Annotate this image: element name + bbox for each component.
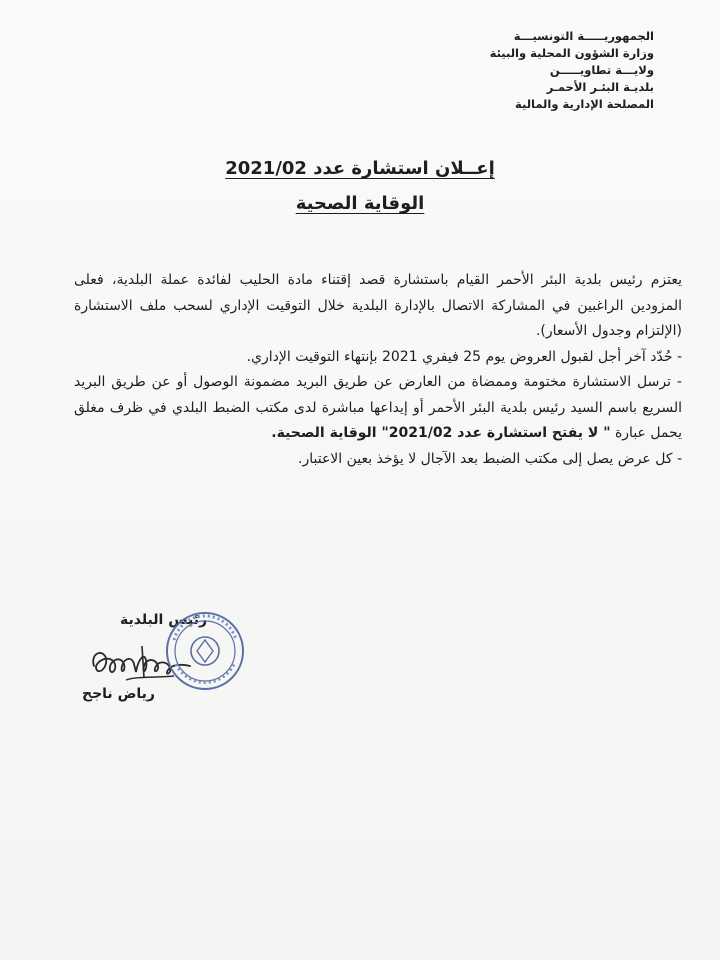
letterhead-line: بلديـة البئـر الأحمـر [546,80,654,94]
signatory-name: رياض ناجح [82,686,155,702]
official-stamp [164,610,246,692]
announcement-subtitle: الوقاية الصحية [295,193,425,214]
letterhead [414,28,654,113]
letterhead-line: المصلحة الإدارية والمالية [515,97,654,111]
body-paragraph: - كل عرض يصل إلى مكتب الضبط بعد الآجال لا يؤخذ بعين الاعتبار. [298,450,682,467]
body-paragraph: - حُدّد آخر أجل لقبول العروض يوم 25 فيفري 2021 بإنتهاء التوقيت الإداري. [246,348,682,365]
letterhead-line: الجمهوريـــــة التونسيـــة [513,29,654,43]
body-paragraph: يعتزم رئيس بلدية البئر الأحمر القيام باستشارة قصد إقتناء مادة الحليب لفائدة عملة البلدية، فعلى المزودين الراغبين في المشاركة الاتصال بالإدارة البلدية خلال التوقيت الإداري لسحب ملف الاستشارة (الإلتزام وجدول الأسعار). [74,272,682,339]
body-paragraph [74,370,682,447]
announcement-title: إعــلان استشارة عدد 2021/02 [225,158,495,179]
announcement-body [74,268,682,472]
signatory-title: رئيس البلدية [120,612,208,628]
announcement-heading [0,158,720,214]
letterhead-line: وزارة الشؤون المحلية والبيئة [489,46,654,60]
letterhead-line: ولايـــة تطاويـــــن [549,63,654,77]
body-bold-text: " لا يفتح استشارة عدد 2021/02" الوقاية الصحية. [271,425,611,441]
body-text: - ترسل الاستشارة مختومة وممضاة من العارض عن طريق البريد مضمونة الوصول أو عن طريق البريد السريع باسم السيد رئيس بلدية البئر الأحمر أو إيداعها مباشرة لدى مكتب الضبط البلدي في ظرف مغلق يحمل عبارة [74,374,682,441]
